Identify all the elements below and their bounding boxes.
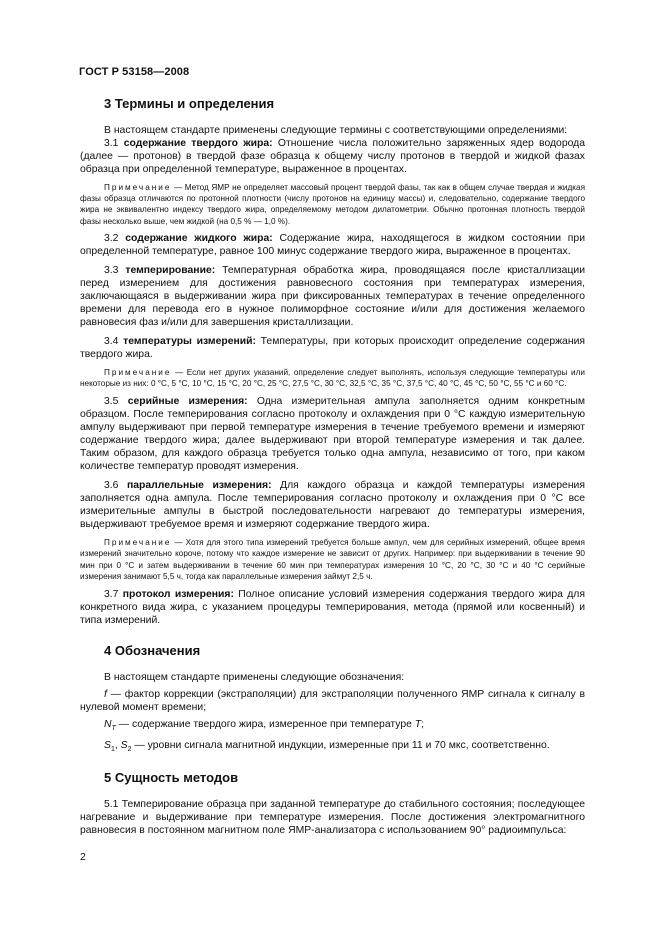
symbol-end: ; [421,719,425,731]
term-definition: Температурная обработка жира, проводящаяся после кристаллизации перед измерением для достижения равновесного состояния при температурах измерения, заключающаяся в выдерживании жира при фиксированных температурах в течение определенного времени для перевода его в нужное полиморфное состояние и/или для достижения желаемого равновесия фаз и/или для завершения кристаллизации. [80,264,585,328]
term-name: темперирование: [125,264,216,276]
section-4-title: 4 Обозначения [104,643,201,659]
term-definition: Для каждого образца и каждой температуры измерения заполняется одна ампула. После темперирования согласно протоколу и охлаждения при 0 °С все измерительные ампулы в быстрой последовательности нагревают до температуры измерения, выдерживают требуемое время и измеряют содержание твердого жира. [80,480,585,531]
term-3-2 [80,232,585,258]
symbol-subscript: T [111,725,116,733]
term-name: протокол измерения: [122,589,234,601]
symbol-definition: — фактор коррекции (экстраполяции) для экстраполяции полученного ЯМР сигнала к сигналу в нулевой момент времени; [80,689,585,714]
note-2 [80,367,585,389]
page-content [80,96,585,837]
term-number: 3.5 [104,396,119,408]
term-name: серийные измерения: [127,396,248,408]
term-3-1 [80,137,585,176]
term-name: температуры измерений: [123,335,256,347]
note-label: Примечание [104,367,172,377]
term-number: 3.1 [104,138,119,149]
term-name: содержание жидкого жира: [125,232,273,244]
section-3-intro: В настоящем стандарте применены следующие термины с соответствующими определениями: [104,125,568,136]
symbol-s [80,739,585,756]
term-3-7 [80,588,585,627]
term-name: содержание твердого жира: [123,138,273,149]
note-3 [80,537,585,582]
symbol-f [80,688,585,714]
term-definition: Отношение числа положительно заряженных ядер водорода (далее — протонов) в твердой фазе образца к общему числу протонов в твердой и жидкой фазах образца при определенной температуре, выраженное в процентах. [80,138,586,175]
note-text: — Хотя для этого типа измерений требуется больше ампул, чем для серийных измерений, общее время измерений значительно короче, потому что каждое измерение не зависит от других. Например: при выдерживании в течение 90 мин при 0 °С и затем выдерживании в течение 60 мин при температурах измерения 10 °С, 20 °С, 30 °С и 40 °С серийные измерения занимают 5,5 ч, тогда как параллельные измерения займут 2,5 ч. [80,538,585,581]
symbol-definition: — уровни сигнала магнитной индукции, измеренные при 11 и 70 мкс, соответственно. [131,740,550,752]
symbol-temperature: T [414,719,422,731]
symbol-subscript: 1 [110,746,115,754]
note-label: Примечание [104,538,172,548]
term-name: параллельные измерения: [126,480,272,492]
term-number: 3.6 [104,480,119,492]
note-text: — Если нет других указаний, определение следует выполнять, используя следующие температуры или некоторые из них: 0 °С, 5 °С, 10 °С, 15 °С, 20 °С, 25 °С, 27,5 °С, 30 °С, 32,5 °С, 35 °С, 37,5 °С, 40 °С, 45 °С, 50 °С, 55 °С и 60 °С. [80,367,585,389]
symbol-name: f [104,689,107,701]
symbol-subscript: 2 [127,746,132,754]
symbol-name: S [104,740,111,752]
term-number: 3.7 [104,589,119,601]
section-4-intro: В настоящем стандарте применены следующие обозначения: [104,672,405,684]
note-text: — Метод ЯМР не определяет массовый процент твердой фазы, так как в общем случае твердая и жидкая фазы образца отличаются по протонной плотности (числу протонов на единицу массы) и, следовательно, содержание твердого жира не эквивалентно индексу твердого жира, определяемому методом дилатометрии. Обычно протонная плотность твердой фазы несколько выше, чем жидкой (на 0,5 % — 1,0 %). [80,183,585,226]
symbol-nt [80,718,585,735]
term-3-5 [80,395,585,473]
term-3-4 [80,335,585,361]
term-definition: Одна измерительная ампула заполняется одним конкретным образцом. После темперирования согласно протоколу и охлаждения при 0 °С каждую измерительную ампулу выдерживают при первой температуре измерения в течение требуемого времени и измеряют содержание твердого жира; далее выдерживают при второй температуре измерения и так далее. Таким образом, для каждого образца требуется только одна ампула, независимо от того, при каком количестве температур проводят измерения. [80,396,585,473]
symbol-name: S [120,740,128,752]
symbol-separator: , [114,740,121,752]
term-number: 3.3 [104,264,119,276]
symbol-name: N [104,719,112,731]
symbols-list [80,671,585,756]
note-1 [80,182,585,227]
section-5-title: 5 Сущность методов [104,770,239,786]
term-3-6 [80,479,585,531]
term-definition: Полное описание условий измерения содержания твердого жира для конкретного вида жира, с указанием процедуры темперирования, метода (прямой или косвенный) и типа измерений. [80,589,585,627]
document-header: ГОСТ Р 53158—2008 [79,66,190,78]
term-number: 3.2 [104,232,119,244]
term-definition: Содержание жира, находящегося в жидком состоянии при определенной температуре, равное 100 минус содержание твердого жира, выраженное в процентах. [80,232,586,257]
symbol-definition: — содержание твердого жира, измеренное при температуре [115,719,415,731]
note-label: Примечание [104,183,172,192]
term-number: 3.4 [104,335,119,347]
paragraph-5-1: 5.1 Темперирование образца при заданной температуре до стабильного состояния; последующее нагревание и выдерживание при температуре измерения. После достижения электромагнитного равновесия в постоянном магнитном поле ЯМР-анализатора с использованием 90° радиоимпульса: [80,799,585,837]
term-3-3 [80,264,585,329]
page-number: 2 [80,851,86,863]
term-definition: Температуры, при которых происходит определение содержания твердого жира. [80,335,586,360]
section-3-title: 3 Термины и определения [104,96,275,111]
